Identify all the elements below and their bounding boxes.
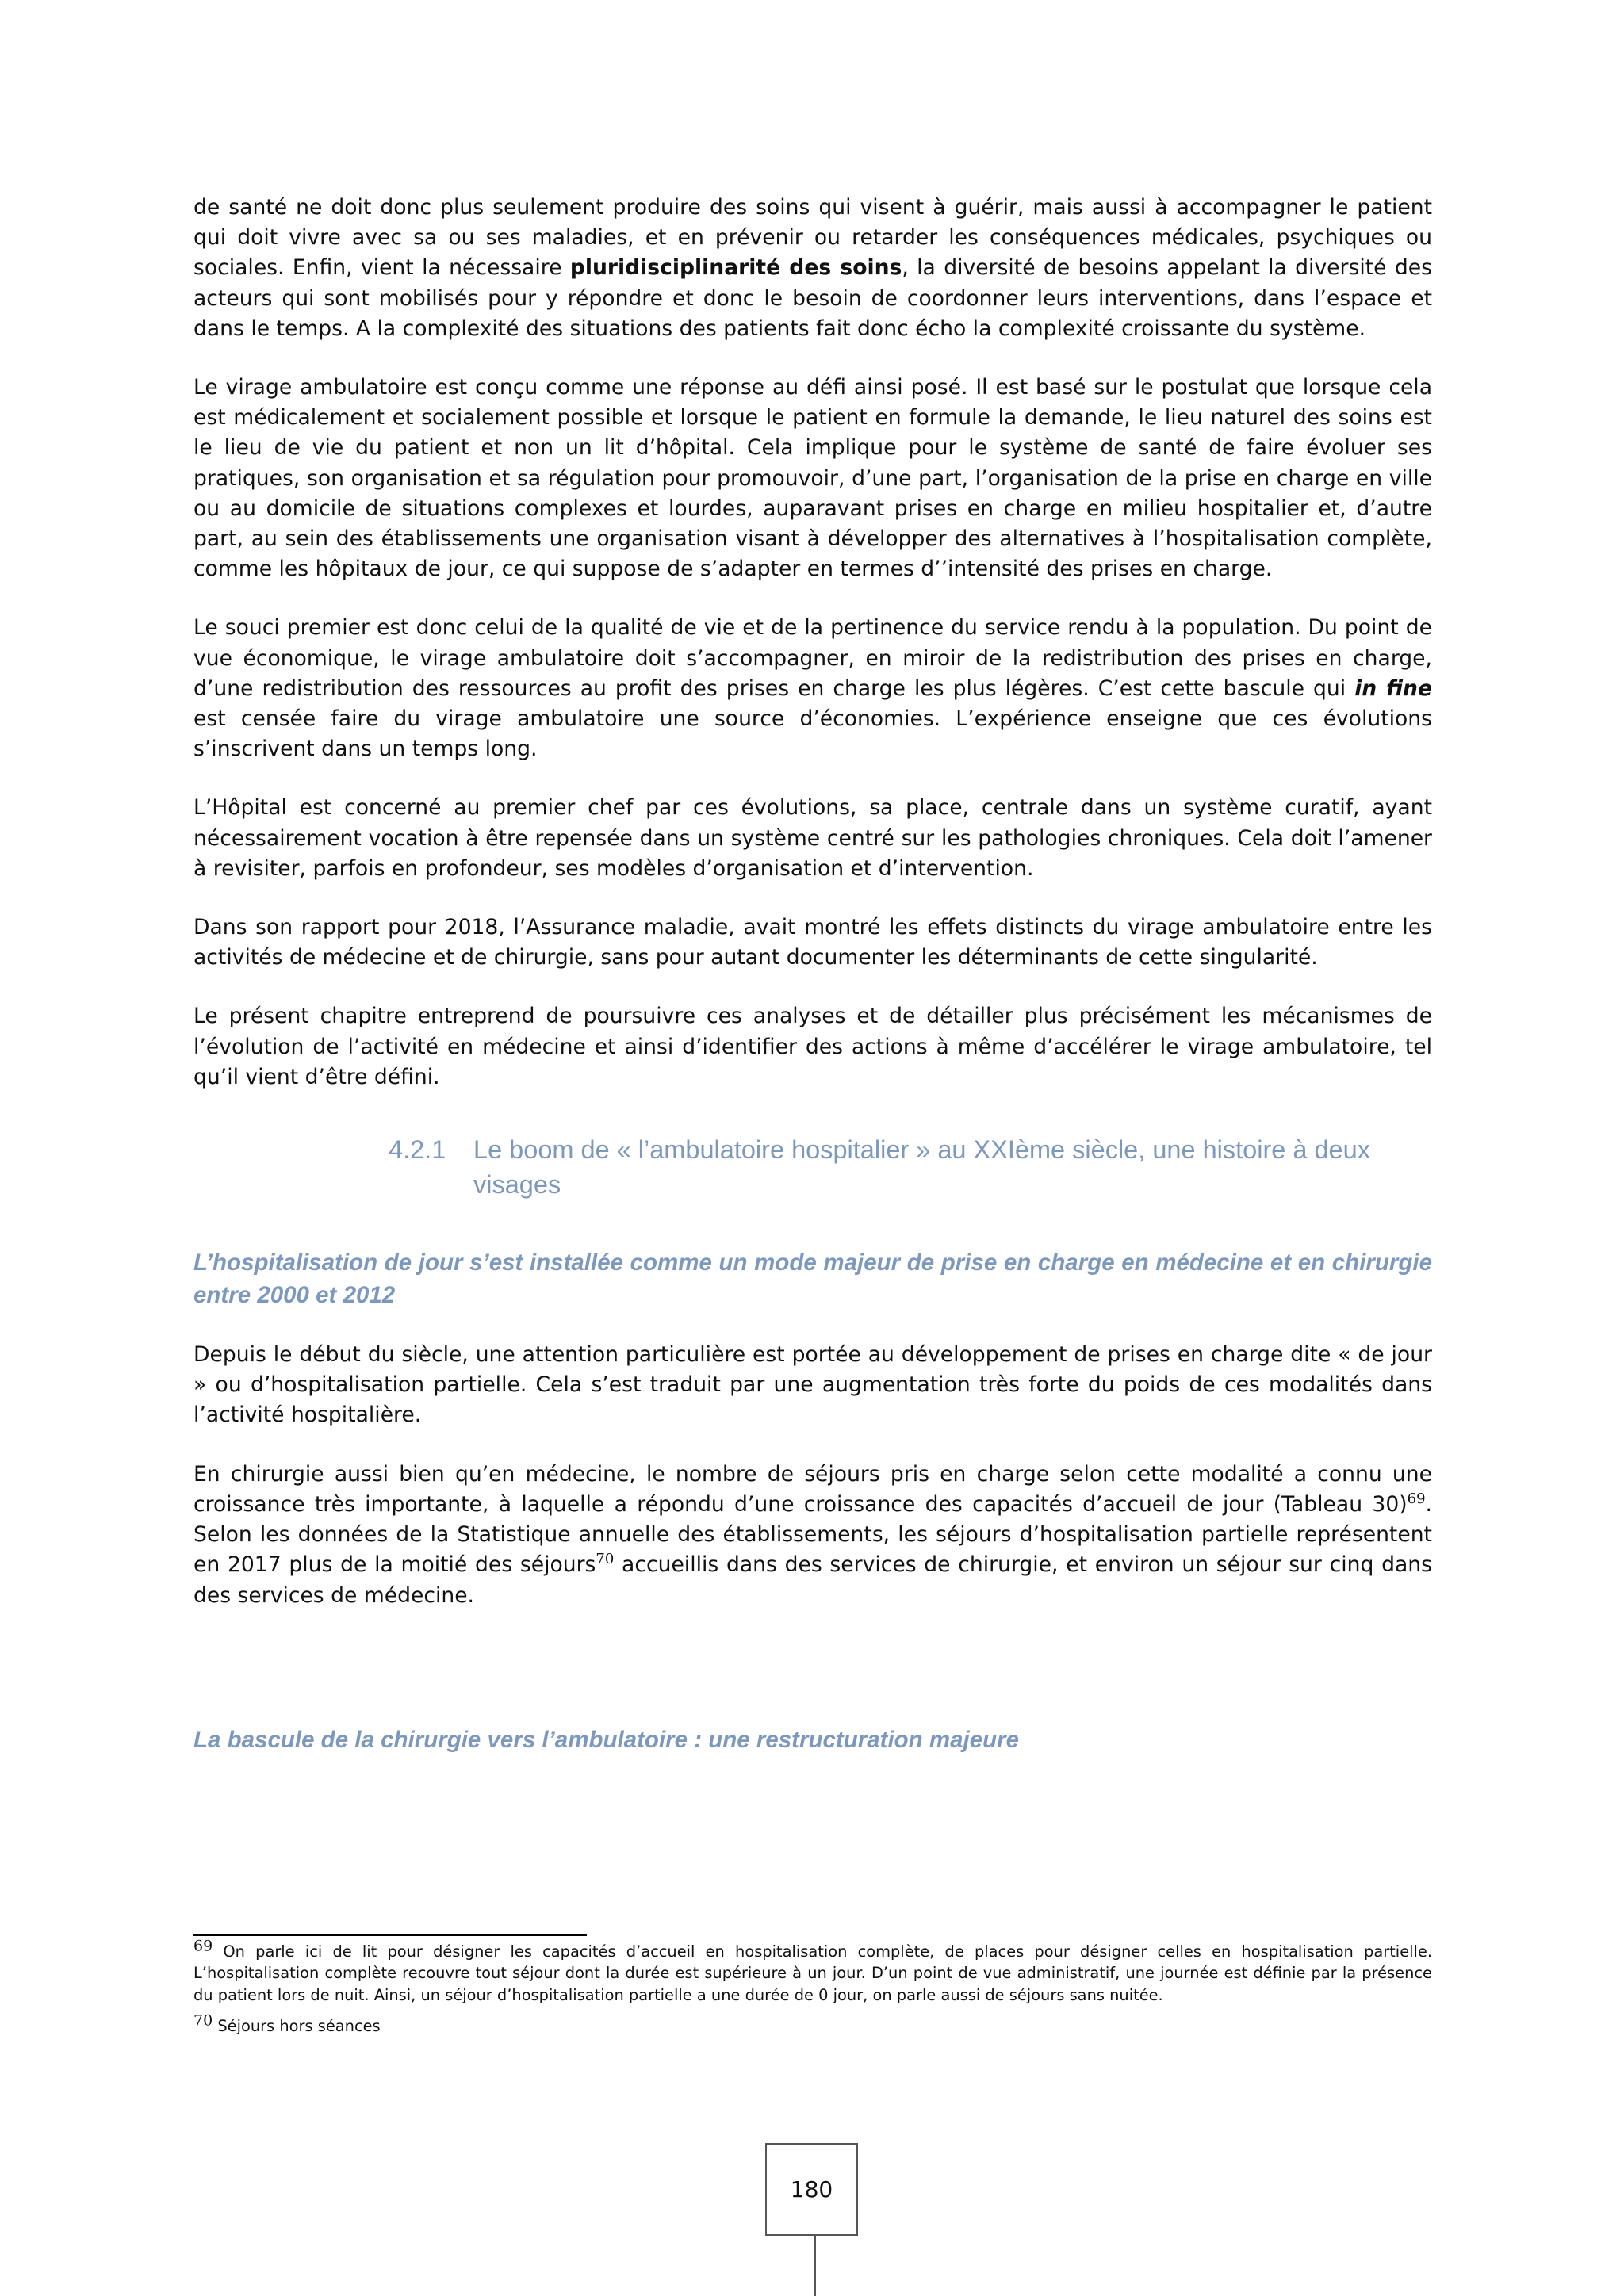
body-paragraph-7: Depuis le début du siècle, une attention particulière est portée au développement de prises en charge dite « de jour » ou d’hospitalisation partielle. Cela s’est traduit par une augmentation très forte du poids de ces modalités dans l’activité hospitalière. xyxy=(193,1342,1432,1428)
subheading-surgery-shift: La bascule de la chirurgie vers l’ambulatoire : une restructuration majeure xyxy=(193,1726,1020,1753)
body-paragraph-4: L’Hôpital est concerné au premier chef par ces évolutions, sa place, centrale dans un système curatif, ayant nécessairement vocation à être repensée dans un système centré sur les pathologies chroniques. Cela doit l’amener à revisiter, parfois en profondeur, ses modèles d’organisation et d’intervention. xyxy=(193,795,1432,881)
footnote-text: On parle ici de lit pour désigner les capacités d’accueil en hospitalisation complète, de places pour désigner celles en hospitalisation partielle. L’hospitalisation complète recouvre tout séjour dont la durée est supérieure à un jour. D’un point de vue administratif, une journée est définie par la présence du patient lors de nuit. Ainsi, un séjour d’hospitalisation partielle a une durée de 0 jour, on parle aussi de séjours sans nuitée. xyxy=(193,1942,1432,2004)
footnote-number: 70 xyxy=(193,2011,213,2030)
page-number-label: 180 xyxy=(790,2176,833,2202)
body-paragraph-2: Le virage ambulatoire est conçu comme une réponse au défi ainsi posé. Il est basé sur le postulat que lorsque cela est médicalement et socialement possible et lorsque le patient en formule la demande, le lieu naturel des soins est le lieu de vie du patient et non un lit d’hôpital. Cela implique pour le système de santé de faire évoluer ses pratiques, son organisation et sa régulation pour promouvoir, d’une part, l’organisation de la prise en charge en ville ou au domicile de situations complexes et lourdes, auparavant prises en charge en milieu hospitalier et, d’autre part, au sein des établissements une organisation visant à développer des alternatives à l’hospitalisation complète, comme les hôpitaux de jour, ce qui suppose de s’adapter en termes d’’intensité des prises en charge. xyxy=(193,375,1432,582)
footnote-ref-69[interactable]: 69 xyxy=(1407,1490,1426,1508)
footnotes xyxy=(193,1937,1432,2047)
page-number-connector xyxy=(814,2236,816,2296)
footnote-separator xyxy=(193,1934,587,1936)
body-paragraph-1: de santé ne doit donc plus seulement produire des soins qui visent à guérir, mais aussi à accompagner le patient qui doit vivre avec sa ou ses maladies, et en prévenir ou retarder les conséquences médicales, psychiques ou sociales. Enfin, vient la nécessaire pluridisciplinarité des soins, la diversité de besoins appelant la diversité des acteurs qui sont mobilisés pour y répondre et donc le besoin de coordonner leurs interventions, dans l’espace et dans le temps. A la complexité des situations des patients fait donc écho la complexité croissante du système. xyxy=(193,195,1432,341)
section-title: Le boom de « l’ambulatoire hospitalier » au XXIème siècle, une histoire à deux visages xyxy=(473,1135,1370,1200)
footnote-number: 69 xyxy=(193,1937,213,1955)
footnote-ref-70[interactable]: 70 xyxy=(596,1551,615,1568)
body-paragraph-8: En chirurgie aussi bien qu’en médecine, le nombre de séjours pris en charge selon cette modalité a connu une croissance très importante, à laquelle a répondu d’une croissance des capacités d’accueil de jour (Tableau 30)$^{69}$. Selon les données de la Statistique annuelle des établissements, les séjours d’hospitalisation partielle représentent en 2017 plus de la moitié des séjours$^{70}$ accueillis dans des services de chirurgie, et environ un séjour sur cinq dans des services de médecine. xyxy=(193,1461,1432,1608)
emphasis-bold: pluridisciplinarité des soins xyxy=(569,255,902,281)
section-heading xyxy=(389,1132,1432,1202)
footnote-69 xyxy=(193,1937,1432,2006)
footnote-text: Séjours hors séances xyxy=(213,2017,381,2036)
section-number: 4.2.1 xyxy=(389,1135,446,1165)
page-number xyxy=(765,2143,858,2236)
body-paragraph-6: Le présent chapitre entreprend de poursuivre ces analyses et de détailler plus précisément les mécanismes de l’évolution de l’activité en médecine et ainsi d’identifier des actions à même d’accélérer le virage ambulatoire, tel qu’il vient d’être défini. xyxy=(193,1004,1432,1089)
emphasis-in-fine: in fine xyxy=(1354,675,1432,701)
subheading-day-hospitalisation: L’hospitalisation de jour s’est installée comme un mode majeur de prise en charge en médecine et en chirurgie entre 2000 et 2012 xyxy=(193,1249,1432,1309)
body-paragraph-5: Dans son rapport pour 2018, l’Assurance maladie, avait montré les effets distincts du virage ambulatoire entre les activités de médecine et de chirurgie, sans pour autant documenter les déterminants de cette singularité. xyxy=(193,915,1432,970)
body-paragraph-3: Le souci premier est donc celui de la qualité de vie et de la pertinence du service rendu à la population. Du point de vue économique, le virage ambulatoire doit s’accompagner, en miroir de la redistribution des prises en charge, d’une redistribution des ressources au profit des prises en charge les plus légères. C’est cette bascule qui in fine est censée faire du virage ambulatoire une source d’économies. L’expérience enseigne que ces évolutions s’inscrivent dans un temps long. xyxy=(193,615,1432,762)
footnote-70 xyxy=(193,2011,1432,2037)
page-body xyxy=(193,193,1432,1756)
